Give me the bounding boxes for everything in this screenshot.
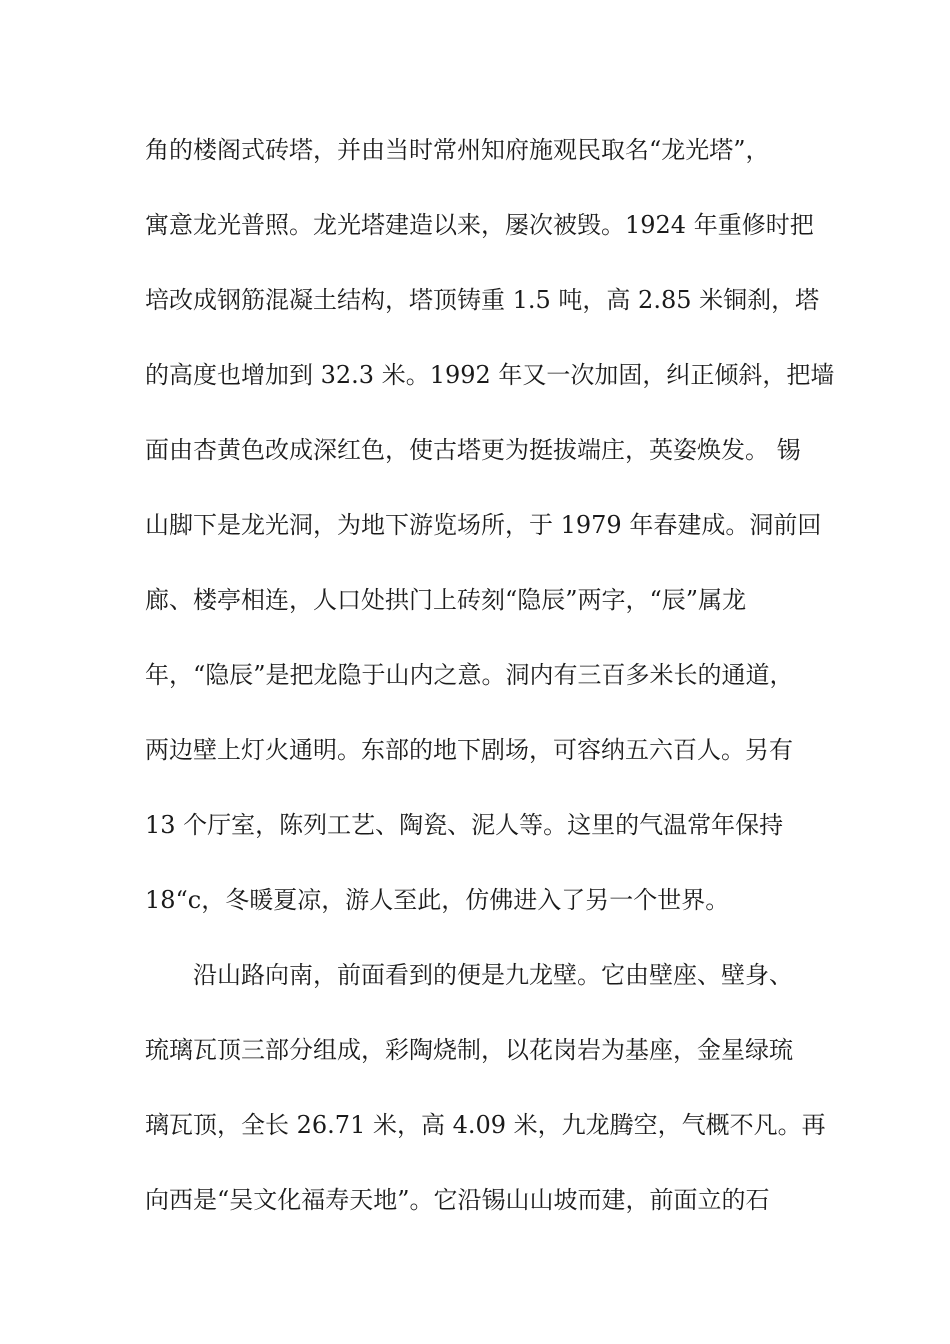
text-line: 面由杏黄色改成深红色，使古塔更为挺拔端庄，英姿焕发。 锡 [145,436,801,464]
text-line: 寓意龙光普照。龙光塔建造以来，屡次被毁。1924 年重修时把 [145,211,814,239]
text-line: 琉璃瓦顶三部分组成，彩陶烧制，以花岗岩为基座，金星绿琉 [145,1036,793,1064]
text-line: 廊、楼亭相连，人口处拱门上砖刻“隐辰”两字，“辰”属龙 [145,586,747,614]
paragraph-first-line: 沿山路向南，前面看到的便是九龙壁。它由壁座、壁身、 [193,961,793,989]
text-line: 两边壁上灯火通明。东部的地下剧场，可容纳五六百人。另有 [145,736,793,764]
text-line: 年，“隐辰”是把龙隐于山内之意。洞内有三百多米长的通道， [145,661,794,689]
text-line: 18“c，冬暖夏凉，游人至此，仿佛进入了另一个世界。 [145,886,730,914]
text-line: 山脚下是龙光洞，为地下游览场所，于 1979 年春建成。洞前回 [145,511,822,539]
text-line: 向西是“吴文化福寿天地”。它沿锡山山坡而建，前面立的石 [145,1186,770,1214]
text-line: 的高度也增加到 32.3 米。1992 年又一次加固，纠正倾斜，把墙 [145,361,835,389]
text-line: 13 个厅室，陈列工艺、陶瓷、泥人等。这里的气温常年保持 [145,811,784,839]
text-line: 培改成钢筋混凝土结构，塔顶铸重 1.5 吨，高 2.85 米铜刹，塔 [145,286,820,314]
text-line: 角的楼阁式砖塔，并由当时常州知府施观民取名“龙光塔”， [145,136,770,164]
text-line: 璃瓦顶，全长 26.71 米，高 4.09 米，九龙腾空，气概不凡。再 [145,1111,826,1139]
